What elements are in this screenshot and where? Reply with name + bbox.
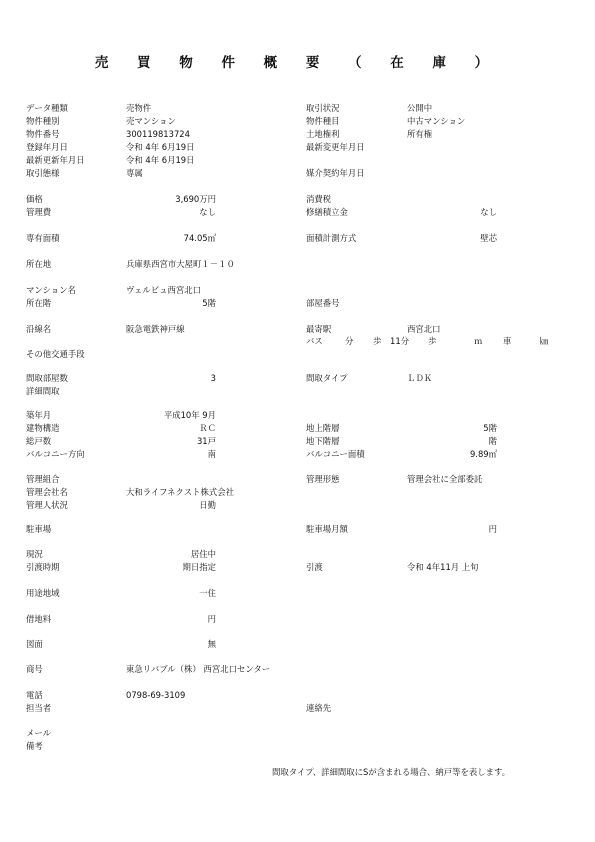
value-floor: 5階 [202,298,216,308]
label-layout-detail: 詳細間取 [26,386,60,396]
value-management-fee: なし [199,207,216,217]
label-balcony-direction: バルコニー方向 [26,449,85,459]
label-registration-date: 登録年月日 [26,142,68,152]
label-walk-2: 歩 [428,336,437,346]
label-floors-below: 地下階層 [306,436,340,446]
label-bus: バス [306,336,323,346]
label-parking: 駐車場 [26,524,52,534]
label-land-rights: 土地権利 [306,129,340,139]
label-zoning: 用途地域 [26,588,60,598]
value-balcony-area: 9.89㎡ [469,449,497,459]
label-balcony-area: バルコニー面積 [306,449,365,459]
footnote: 間取タイプ、詳細間取にSが含まれる場合、納戸等を表します。 [272,767,511,777]
label-room-number: 部屋番号 [306,298,340,308]
value-handover: 令和 4年11月 上旬 [407,562,479,572]
value-land-rent: 円 [207,614,216,624]
value-total-units: 31戸 [196,436,216,446]
value-manager-status: 日勤 [199,500,216,510]
value-phone: 0798-69-3109 [126,690,186,700]
value-repair-reserve: なし [480,207,497,217]
label-property-category: 物件種別 [26,116,60,126]
value-structure: ＲＣ [199,423,216,433]
label-parking-fee: 駐車場月額 [306,524,348,534]
label-walk: 歩 [373,336,382,346]
value-floors-above: 5階 [483,423,497,433]
label-transaction-status: 取引状況 [306,103,340,113]
label-property-number: 物件番号 [26,129,60,139]
value-management-form: 管理会社に全部委託 [407,474,483,484]
label-floor: 所在階 [26,298,52,308]
label-address: 所在地 [26,259,52,269]
label-nearest-station: 最寄駅 [306,324,332,334]
label-room-count: 間取部屋数 [26,373,68,383]
label-km: ㎞ [540,336,549,346]
label-car: 車 [503,336,512,346]
value-transaction-mode: 専属 [126,168,143,178]
label-latest-change-date: 最新変更年月日 [306,142,365,152]
label-management-company: 管理会社名 [26,487,68,497]
label-bus-minutes: 分 [345,336,354,346]
label-contact: 連絡先 [306,703,332,713]
label-company-name: 商号 [26,664,43,674]
value-property-category: 売マンション [126,116,176,126]
value-room-count: 3 [210,373,216,383]
label-brokerage-date: 媒介契約年月日 [306,168,365,178]
label-floors-above: 地上階層 [306,423,340,433]
label-built-date: 築年月 [26,410,52,420]
label-floor-plan: 図面 [26,639,43,649]
label-area-method: 面積計測方式 [306,233,357,243]
label-data-type: データ種類 [26,103,68,113]
label-repair-reserve: 修繕積立金 [306,207,348,217]
document-title: 売 買 物 件 概 要 （ 在 庫 ） [94,55,501,71]
value-property-type: 中古マンション [407,116,466,126]
value-line-name: 阪急電鉄神戸線 [126,324,185,334]
label-layout-type: 間取タイプ [306,373,348,383]
value-data-type: 売物件 [126,103,152,113]
label-phone: 電話 [26,690,43,700]
label-transaction-mode: 取引態様 [26,168,60,178]
value-walk-minutes: 11分 [390,336,410,346]
value-property-number: 300119813724 [126,129,190,139]
value-current-status: 居住中 [190,549,216,559]
label-manager-status: 管理人状況 [26,500,68,510]
value-company-name: 東急リバブル（株） 西宮北口センター [126,664,271,674]
value-mansion-name: ヴェルビュ西宮北口 [126,285,202,295]
label-property-type: 物件種目 [306,116,340,126]
label-mansion-name: マンション名 [26,285,76,295]
label-email: メール [26,728,51,738]
value-built-date: 平成10年 9月 [163,410,216,420]
label-handover: 引渡 [306,562,323,572]
label-consumption-tax: 消費税 [306,194,332,204]
label-current-status: 現況 [26,549,43,559]
label-person-in-charge: 担当者 [26,703,52,713]
value-handover-timing: 期日指定 [182,562,216,572]
value-nearest-station: 西宮北口 [407,324,441,334]
value-balcony-direction: 南 [207,449,216,459]
value-land-rights: 所有権 [407,129,433,139]
label-price: 価格 [26,194,43,204]
value-layout-type: ＬＤＫ [407,373,433,383]
label-management-assoc: 管理組合 [26,474,60,484]
label-management-fee: 管理費 [26,207,52,217]
value-registration-date: 令和 4年 6月19日 [126,142,195,152]
value-floors-below: 階 [488,436,497,446]
value-zoning: 一住 [199,588,216,598]
label-other-transport: その他交通手段 [26,349,85,359]
label-remarks: 備考 [26,741,43,751]
value-transaction-status: 公開中 [407,103,433,113]
value-management-company: 大和ライフネクスト株式会社 [126,487,234,497]
label-exclusive-area: 専有面積 [26,233,60,243]
label-structure: 建物構造 [26,423,60,433]
value-parking-fee: 円 [488,524,497,534]
label-line-name: 沿線名 [26,324,52,334]
label-management-form: 管理形態 [306,474,340,484]
value-area-method: 壁芯 [480,233,497,243]
value-floor-plan: 無 [207,639,216,649]
label-handover-timing: 引渡時期 [26,562,60,572]
value-latest-update-date: 令和 4年 6月19日 [126,155,195,165]
label-land-rent: 借地料 [26,614,52,624]
value-exclusive-area: 74.05㎡ [183,233,216,243]
value-price: 3,690万円 [175,194,216,204]
label-latest-update-date: 最新更新年月日 [26,155,85,165]
label-meters: ｍ [474,336,483,346]
value-address: 兵庫県西宮市大屋町１－１０ [126,259,235,269]
label-total-units: 総戸数 [26,436,52,446]
